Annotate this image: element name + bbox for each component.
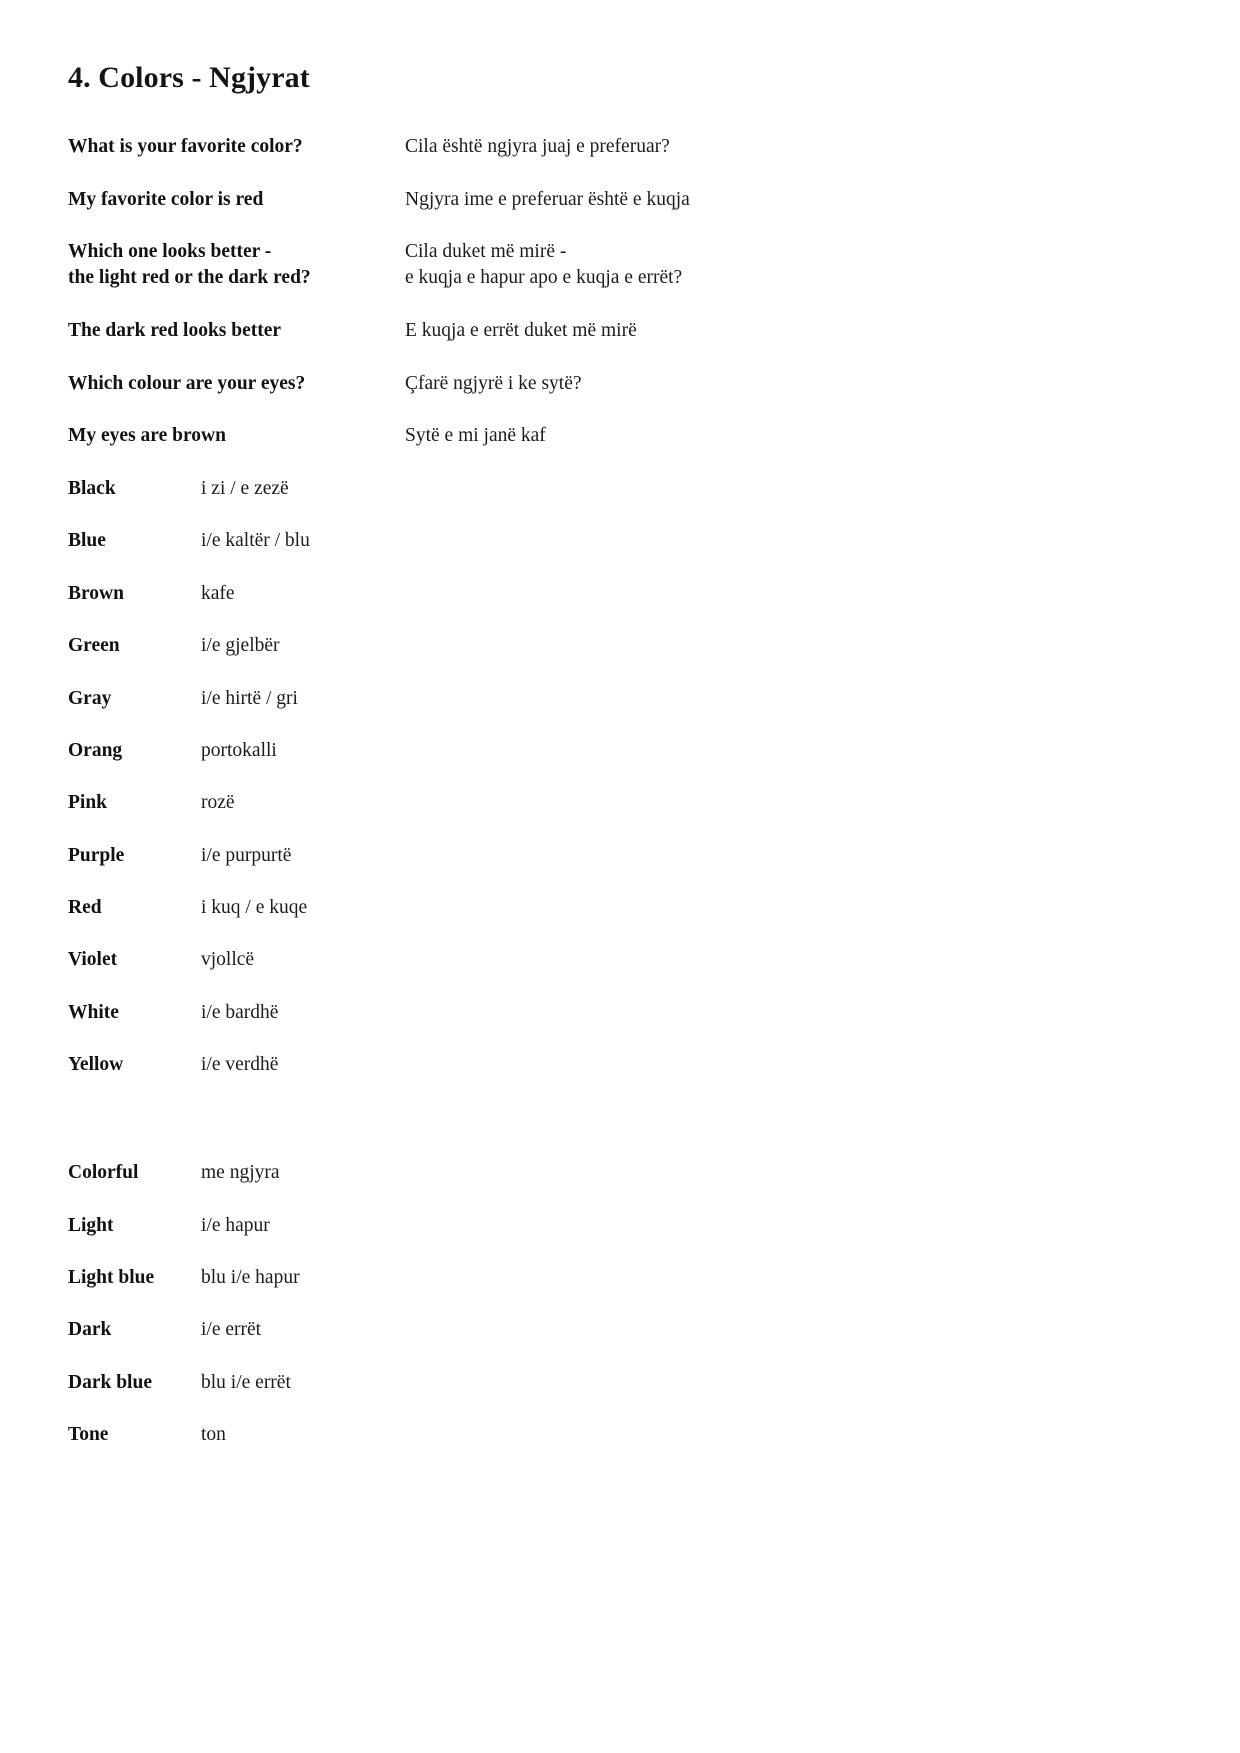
vocab-english: Light blue	[68, 1266, 155, 1288]
vocab-albanian: i/e hapur	[201, 1214, 270, 1236]
vocab-english: Light	[68, 1214, 114, 1236]
vocab-english: Pink	[68, 792, 108, 814]
vocab-albanian: blu i/e errët	[201, 1371, 291, 1393]
vocab-english: Tone	[68, 1423, 109, 1445]
vocab-row	[68, 895, 1168, 920]
vocab-row	[68, 633, 1168, 658]
list-separator	[68, 1104, 1168, 1160]
phrase-albanian	[405, 239, 1168, 290]
phrase-albanian-line1: Sytë e mi janë kaf	[405, 425, 546, 447]
vocab-row	[68, 1370, 1168, 1395]
vocab-english: Green	[68, 635, 120, 657]
vocab-albanian: vjollcë	[201, 949, 255, 971]
phrase-albanian-line1: Cila duket më mirë -	[405, 241, 567, 263]
vocab-english: Dark	[68, 1319, 112, 1341]
phrase-row	[68, 318, 1168, 344]
vocab-row	[68, 476, 1168, 501]
vocab-row	[68, 947, 1168, 972]
phrase-albanian	[405, 423, 1168, 449]
phrase-english-line2: the light red or the dark red?	[68, 267, 311, 289]
vocab-row	[68, 1000, 1168, 1025]
vocab-row	[68, 686, 1168, 711]
vocab-english: Yellow	[68, 1053, 124, 1075]
phrase-english	[68, 318, 405, 344]
phrase-english-line1: The dark red looks better	[68, 319, 282, 341]
phrase-english	[68, 423, 405, 449]
color-word-list	[68, 476, 1168, 1077]
vocab-albanian: i/e kaltër / blu	[201, 530, 310, 552]
phrase-english-line1: Which one looks better -	[68, 241, 272, 263]
phrase-row	[68, 187, 1168, 213]
page-content	[68, 60, 1168, 1474]
phrase-albanian-line1: E kuqja e errët duket më mirë	[405, 319, 637, 341]
phrase-list	[68, 134, 1168, 449]
vocab-albanian: blu i/e hapur	[201, 1266, 300, 1288]
vocab-albanian: portokalli	[201, 739, 277, 761]
phrase-english-line1: What is your favorite color?	[68, 136, 303, 157]
phrase-english-line1: My favorite color is red	[68, 188, 264, 210]
vocab-english: Purple	[68, 844, 125, 866]
vocab-english: Colorful	[68, 1162, 139, 1184]
vocab-english: White	[68, 1001, 119, 1023]
vocab-albanian: i/e bardhë	[201, 1001, 279, 1023]
phrase-albanian	[405, 371, 1168, 397]
phrase-albanian	[405, 134, 1168, 160]
phrase-row	[68, 134, 1168, 160]
vocab-albanian: me ngjyra	[201, 1162, 280, 1184]
vocab-row	[68, 843, 1168, 868]
vocab-row	[68, 528, 1168, 553]
vocab-row	[68, 1160, 1168, 1185]
phrase-row	[68, 239, 1168, 290]
phrase-english	[68, 134, 405, 160]
phrase-english-line1: My eyes are brown	[68, 425, 226, 447]
vocab-row	[68, 1422, 1168, 1447]
phrase-row	[68, 371, 1168, 397]
vocab-albanian: i/e errët	[201, 1319, 262, 1341]
vocab-albanian: i/e purpurtë	[201, 844, 292, 866]
vocab-row	[68, 738, 1168, 763]
vocab-english: Gray	[68, 687, 112, 709]
phrase-albanian-line1: Ngjyra ime e preferuar është e kuqja	[405, 188, 690, 210]
phrase-row	[68, 423, 1168, 449]
vocab-row	[68, 1213, 1168, 1238]
shade-word-list	[68, 1160, 1168, 1447]
phrase-english-line1: Which colour are your eyes?	[68, 372, 306, 394]
vocab-english: Orang	[68, 739, 123, 761]
phrase-albanian	[405, 318, 1168, 344]
phrase-albanian	[405, 187, 1168, 213]
vocab-row	[68, 1052, 1168, 1077]
vocab-albanian: rozë	[201, 792, 235, 814]
vocab-english: Blue	[68, 530, 106, 552]
phrase-english	[68, 187, 405, 213]
phrase-albanian-line1: Çfarë ngjyrë i ke sytë?	[405, 372, 582, 394]
phrase-albanian-line2: e kuqja e hapur apo e kuqja e errët?	[405, 267, 683, 289]
phrase-english	[68, 371, 405, 397]
vocab-english: Violet	[68, 949, 118, 971]
vocab-row	[68, 1317, 1168, 1342]
vocab-albanian: i kuq / e kuqe	[201, 896, 308, 918]
vocab-albanian: i/e hirtë / gri	[201, 687, 298, 709]
phrase-english	[68, 239, 405, 290]
vocab-albanian: i/e verdhë	[201, 1053, 279, 1075]
vocab-row	[68, 1265, 1168, 1290]
vocab-albanian: kafe	[201, 582, 235, 604]
vocab-row	[68, 790, 1168, 815]
vocab-albanian: i zi / e zezë	[201, 478, 289, 500]
phrase-albanian-line1: Cila është ngjyra juaj e preferuar?	[405, 136, 670, 157]
page-title: 4. Colors - Ngjyrat	[68, 61, 310, 94]
vocab-albanian: i/e gjelbër	[201, 635, 280, 657]
vocab-row	[68, 581, 1168, 606]
vocab-albanian: ton	[201, 1423, 226, 1445]
vocab-english: Black	[68, 478, 116, 500]
vocab-english: Brown	[68, 582, 124, 604]
vocab-english: Red	[68, 896, 102, 918]
vocab-english: Dark blue	[68, 1371, 152, 1393]
